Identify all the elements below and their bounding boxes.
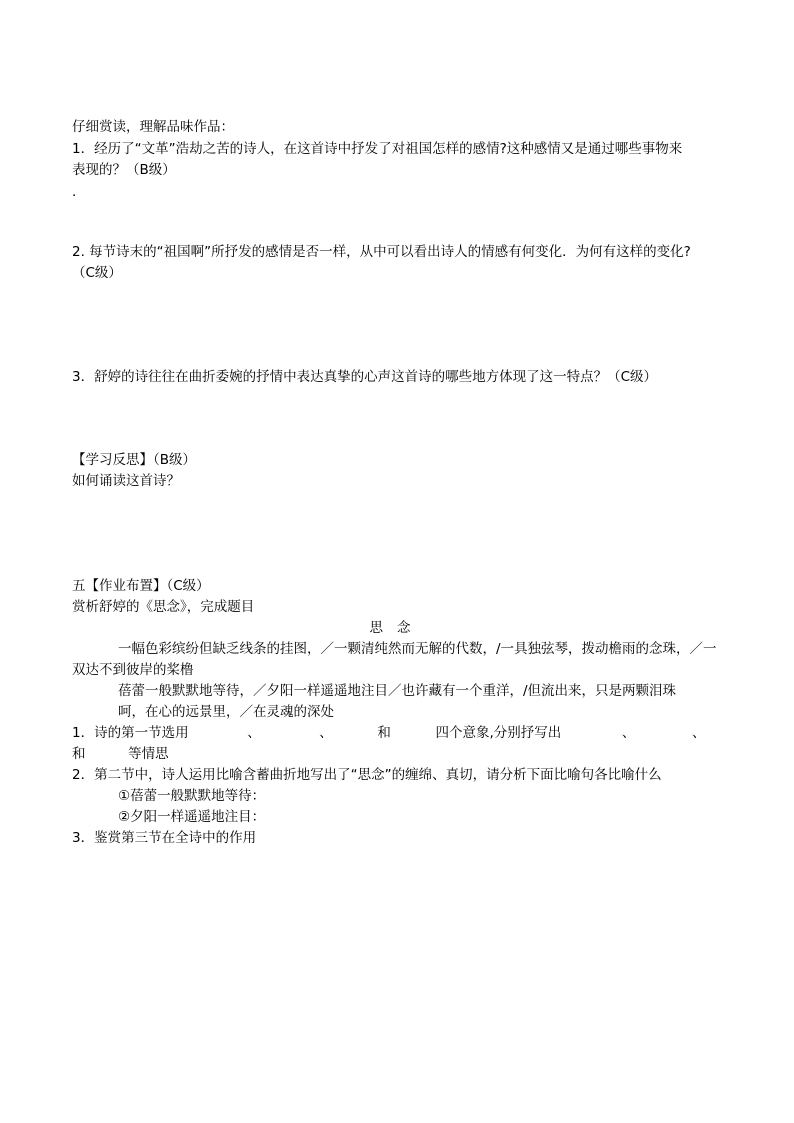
poem-title: 思念 bbox=[369, 620, 425, 636]
question-1-line-1: 1．经历了“文革”浩劫之苦的诗人，在这首诗中抒发了对祖国怎样的感情?这种感情又是通过哪些事物来 bbox=[72, 141, 683, 157]
homework-question-2-item-1: ①蓓蕾一般默默地等待： bbox=[118, 788, 266, 804]
question-3-line-1: 3．舒婷的诗往往在曲折委婉的抒情中表达真挚的心声这首诗的哪些地方体现了这一特点？（C级） bbox=[72, 369, 658, 385]
reflection-title: 【学习反思】（B级） bbox=[72, 452, 197, 468]
homework-question-1-line-2 bbox=[72, 745, 169, 763]
homework-question-1-line-1 bbox=[72, 724, 705, 742]
question-1-dot: . bbox=[72, 184, 77, 200]
question-1-line-2: 表现的？（B级） bbox=[72, 162, 176, 178]
hq1-part-f: 、 bbox=[621, 725, 636, 741]
poem-line-2: 双达不到彼岸的桨橹 bbox=[72, 662, 194, 678]
poem-line-4: 呵，在心的远景里，／在灵魂的深处 bbox=[118, 704, 334, 720]
homework-question-3: 3．鉴赏第三节在全诗中的作用 bbox=[72, 830, 257, 846]
poem-line-1: 一幅色彩缤纷但缺乏线条的挂图，／一颗清纯然而无解的代数，/一具独弦琴，拨动檐雨的念珠，／一 bbox=[118, 641, 717, 657]
hq1-part-a: 1．诗的第一节选用 bbox=[72, 725, 189, 741]
homework-question-2: 2．第二节中，诗人运用比喻含蓄曲折地写出了“思念”的缠绵、真切，请分析下面比喻句各比喻什么 bbox=[72, 767, 662, 783]
hq1-part-c: 、 bbox=[319, 725, 333, 741]
question-2-line-2: （C级） bbox=[72, 265, 122, 281]
hq1-part-b: 、 bbox=[247, 725, 261, 741]
section-intro: 仔细赏读，理解品味作品： bbox=[72, 119, 234, 135]
hq1-part-i: 等情思 bbox=[128, 746, 169, 762]
homework-intro: 赏析舒婷的《思念》，完成题目 bbox=[72, 599, 255, 615]
homework-question-2-item-2: ②夕阳一样遥遥地注目： bbox=[118, 809, 266, 825]
poem-line-3: 蓓蕾一般默默地等待，／夕阳一样遥遥地注目／也许藏有一个重洋，/但流出来，只是两颗泪珠 bbox=[118, 683, 677, 699]
hq1-part-g: 、 bbox=[691, 725, 706, 741]
reflection-question: 如何诵读这首诗？ bbox=[72, 473, 180, 489]
hq1-part-e: 四个意象,分别抒写出 bbox=[435, 725, 562, 741]
hq1-part-d: 和 bbox=[377, 725, 391, 741]
homework-title: 五【作业布置】（C级） bbox=[72, 578, 210, 594]
question-2-line-1: 2. 每节诗末的“祖国啊”所抒发的感情是否一样，从中可以看出诗人的情感有何变化．为何有这样的变化? bbox=[72, 244, 691, 260]
hq1-part-h: 和 bbox=[72, 746, 86, 762]
